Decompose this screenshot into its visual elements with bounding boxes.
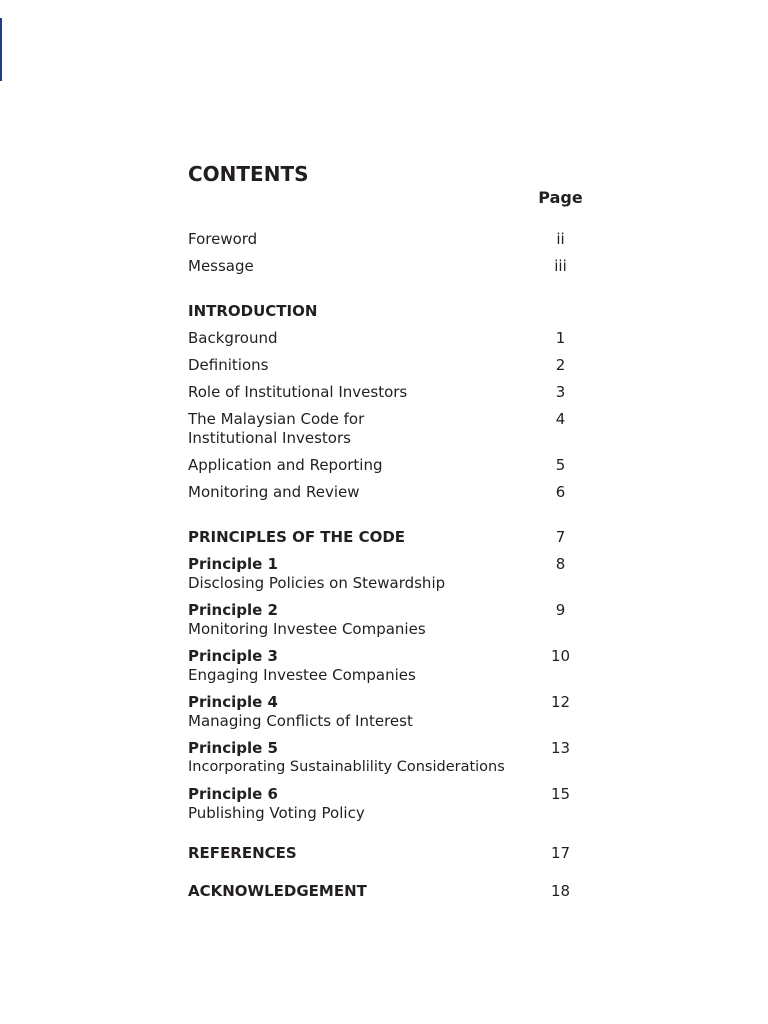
toc-entry-label: Message	[188, 257, 254, 275]
toc-entry-label: Foreword	[188, 230, 258, 248]
principle-title: Principle 6	[188, 785, 278, 803]
toc-entry-application-and-reporting[interactable]	[188, 456, 608, 475]
page-edge-marker	[0, 18, 2, 81]
toc-entry-principle-4[interactable]	[188, 693, 608, 731]
toc-entry-principle-6[interactable]	[188, 785, 608, 823]
toc-entry-page: 5	[555, 456, 566, 474]
toc-entry-page: 3	[555, 383, 566, 401]
toc-entry-malaysian-code[interactable]	[188, 410, 608, 448]
toc-entry-page: 10	[550, 647, 571, 665]
section-heading-references[interactable]	[188, 844, 608, 863]
section-heading-principles[interactable]	[188, 528, 608, 547]
toc-entry-page: 13	[550, 739, 571, 757]
page-column-label: Page	[538, 188, 583, 207]
toc-entry-page: iii	[554, 257, 567, 275]
principle-title: Principle 4	[188, 693, 278, 711]
section-heading-label: REFERENCES	[188, 844, 297, 862]
toc-entry-label: Role of Institutional Investors	[188, 383, 408, 401]
section-heading-acknowledgement[interactable]	[188, 882, 608, 901]
toc-entry-page: 18	[550, 882, 571, 900]
principle-subtitle: Engaging Investee Companies	[188, 666, 416, 684]
toc-entry-page: 6	[555, 483, 566, 501]
section-heading-introduction[interactable]	[188, 302, 608, 321]
toc-entry-principle-3[interactable]	[188, 647, 608, 685]
toc-entry-page: 15	[550, 785, 571, 803]
toc-entry-principle-1[interactable]	[188, 555, 608, 593]
toc-entry-background[interactable]	[188, 329, 608, 348]
toc-entry-principle-5[interactable]	[188, 739, 608, 777]
contents-heading: CONTENTS	[188, 162, 309, 186]
principle-subtitle: Incorporating Sustainablility Considerations	[188, 759, 505, 775]
toc-entry-page: 2	[555, 356, 566, 374]
toc-entry-monitoring-and-review[interactable]	[188, 483, 608, 502]
toc-entry-definitions[interactable]	[188, 356, 608, 375]
toc-entry-page: 12	[550, 693, 571, 711]
principle-title: Principle 3	[188, 647, 278, 665]
toc-entry-page: ii	[556, 230, 565, 248]
toc-entry-page: 7	[555, 528, 566, 546]
principle-title: Principle 1	[188, 555, 278, 573]
toc-entry-page: 8	[555, 555, 566, 573]
toc-entry-foreword[interactable]	[188, 230, 608, 249]
principle-title: Principle 5	[188, 739, 278, 757]
section-heading-label: PRINCIPLES OF THE CODE	[188, 528, 406, 546]
toc-entry-page: 9	[555, 601, 566, 619]
toc-entry-label: Definitions	[188, 356, 269, 374]
toc-entry-role-of-institutional-investors[interactable]	[188, 383, 608, 402]
principle-subtitle: Managing Conflicts of Interest	[188, 712, 413, 730]
principle-title: Principle 2	[188, 601, 278, 619]
toc-entry-label: Application and Reporting	[188, 456, 383, 474]
toc-entry-label: Background	[188, 329, 278, 347]
toc-entry-page: 17	[550, 844, 571, 862]
section-heading-label: ACKNOWLEDGEMENT	[188, 882, 367, 900]
principle-subtitle: Disclosing Policies on Stewardship	[188, 574, 446, 592]
principle-subtitle: Publishing Voting Policy	[188, 804, 365, 822]
principle-subtitle: Monitoring Investee Companies	[188, 620, 426, 638]
toc-entry-label: Monitoring and Review	[188, 483, 360, 501]
toc-entry-page: 4	[555, 410, 566, 428]
toc-entry-message[interactable]	[188, 257, 608, 276]
toc-entry-page: 1	[555, 329, 566, 347]
toc-entry-principle-2[interactable]	[188, 601, 608, 639]
section-heading-label: INTRODUCTION	[188, 302, 318, 320]
toc-entry-label: The Malaysian Code for Institutional Investors	[188, 410, 365, 447]
